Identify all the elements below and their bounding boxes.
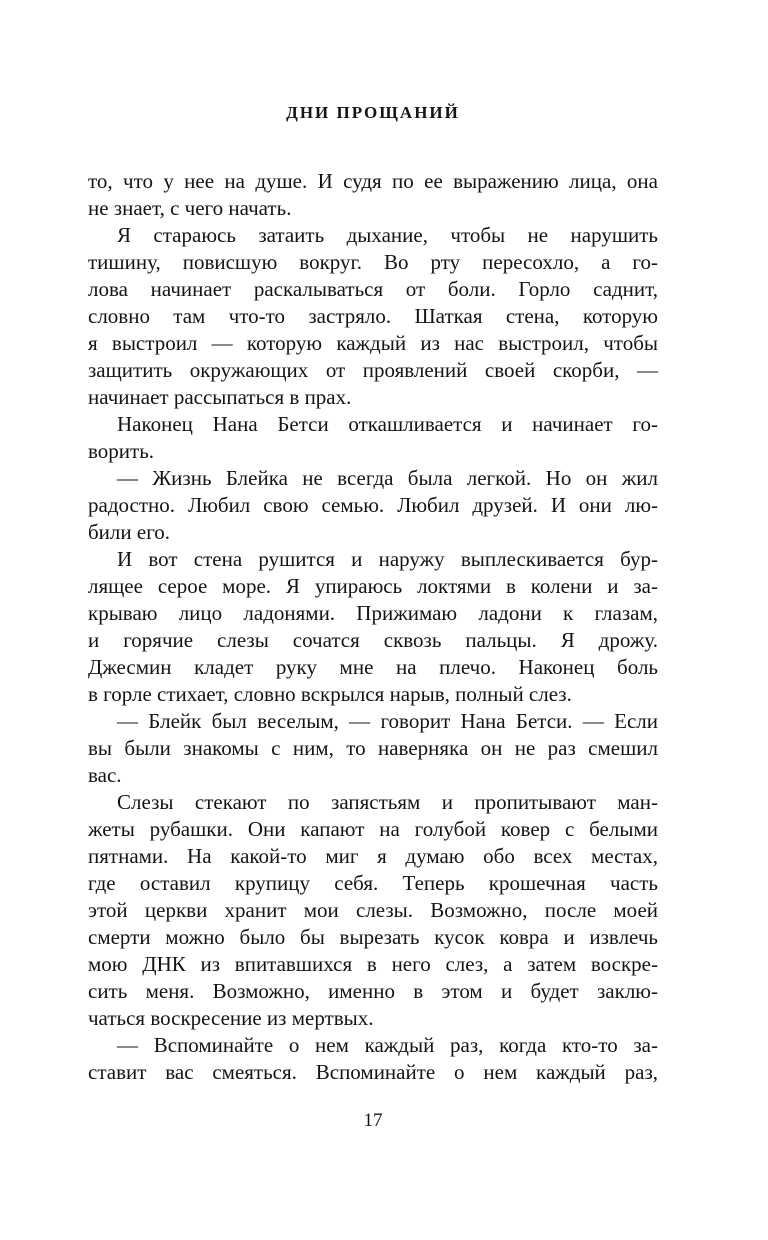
text-line: лящее серое море. Я упираюсь локтями в колени и за-: [88, 574, 658, 598]
text-line: ворить.: [88, 439, 155, 463]
text-line: в горле стихает, словно вскрылся нарыв, полный слез.: [88, 682, 572, 706]
text-line: защитить окружающих от проявлений своей скорби, —: [88, 358, 658, 382]
text-line: радостно. Любил свою семью. Любил друзей. И они лю-: [88, 493, 658, 517]
text-line: чаться воскресение из мертвых.: [88, 1006, 374, 1030]
text-body: [88, 168, 658, 1086]
text-line: жеты рубашки. Они капают на голубой ковер с белыми: [88, 817, 658, 841]
text-line: Слезы стекают по запястьям и пропитывают ман-: [117, 790, 658, 814]
running-header: ДНИ ПРОЩАНИЙ: [286, 103, 460, 122]
text-line: Я стараюсь затаить дыхание, чтобы не нарушить: [117, 223, 658, 247]
page-number: 17: [363, 1110, 383, 1131]
text-line: И вот стена рушится и наружу выплескивается бур-: [117, 547, 658, 571]
text-line: словно там что-то застряло. Шаткая стена, которую: [88, 304, 658, 328]
text-line: вы были знакомы с ним, то наверняка он не раз смешил: [88, 736, 658, 760]
text-line: мою ДНК из впитавшихся в него слез, а затем воскре-: [88, 952, 658, 976]
text-line: где оставил крупицу себя. Теперь крошечная часть: [88, 871, 658, 895]
text-line: этой церкви хранит мои слезы. Возможно, после моей: [88, 898, 658, 922]
text-line: лова начинает раскалываться от боли. Горло саднит,: [88, 277, 658, 301]
text-line: крываю лицо ладонями. Прижимаю ладони к глазам,: [88, 601, 658, 625]
text-line: Наконец Нана Бетси откашливается и начинает го-: [117, 412, 658, 436]
text-line: пятнами. На какой-то миг я думаю обо всех местах,: [88, 844, 658, 868]
text-line: — Жизнь Блейка не всегда была легкой. Но он жил: [117, 466, 658, 490]
text-line: начинает рассыпаться в прах.: [88, 385, 352, 409]
text-line: вас.: [88, 763, 122, 787]
text-line: смерти можно было бы вырезать кусок ковра и извлечь: [88, 925, 658, 949]
text-line: я выстроил — которую каждый из нас выстроил, чтобы: [88, 331, 658, 355]
text-line: то, что у нее на душе. И судя по ее выражению лица, она: [88, 169, 658, 193]
text-line: — Вспоминайте о нем каждый раз, когда кто-то за-: [117, 1033, 658, 1057]
text-line: и горячие слезы сочатся сквозь пальцы. Я дрожу.: [88, 628, 658, 652]
text-line: били его.: [88, 520, 171, 544]
text-line: сить меня. Возможно, именно в этом и будет заклю-: [88, 979, 658, 1003]
text-line: ставит вас смеяться. Вспоминайте о нем каждый раз,: [88, 1060, 658, 1084]
text-line: не знает, с чего начать.: [88, 196, 292, 220]
text-line: Джесмин кладет руку мне на плечо. Наконец боль: [88, 655, 658, 679]
text-line: — Блейк был веселым, — говорит Нана Бетси. — Если: [117, 709, 658, 733]
text-line: тишину, повисшую вокруг. Во рту пересохло, а го-: [88, 250, 658, 274]
